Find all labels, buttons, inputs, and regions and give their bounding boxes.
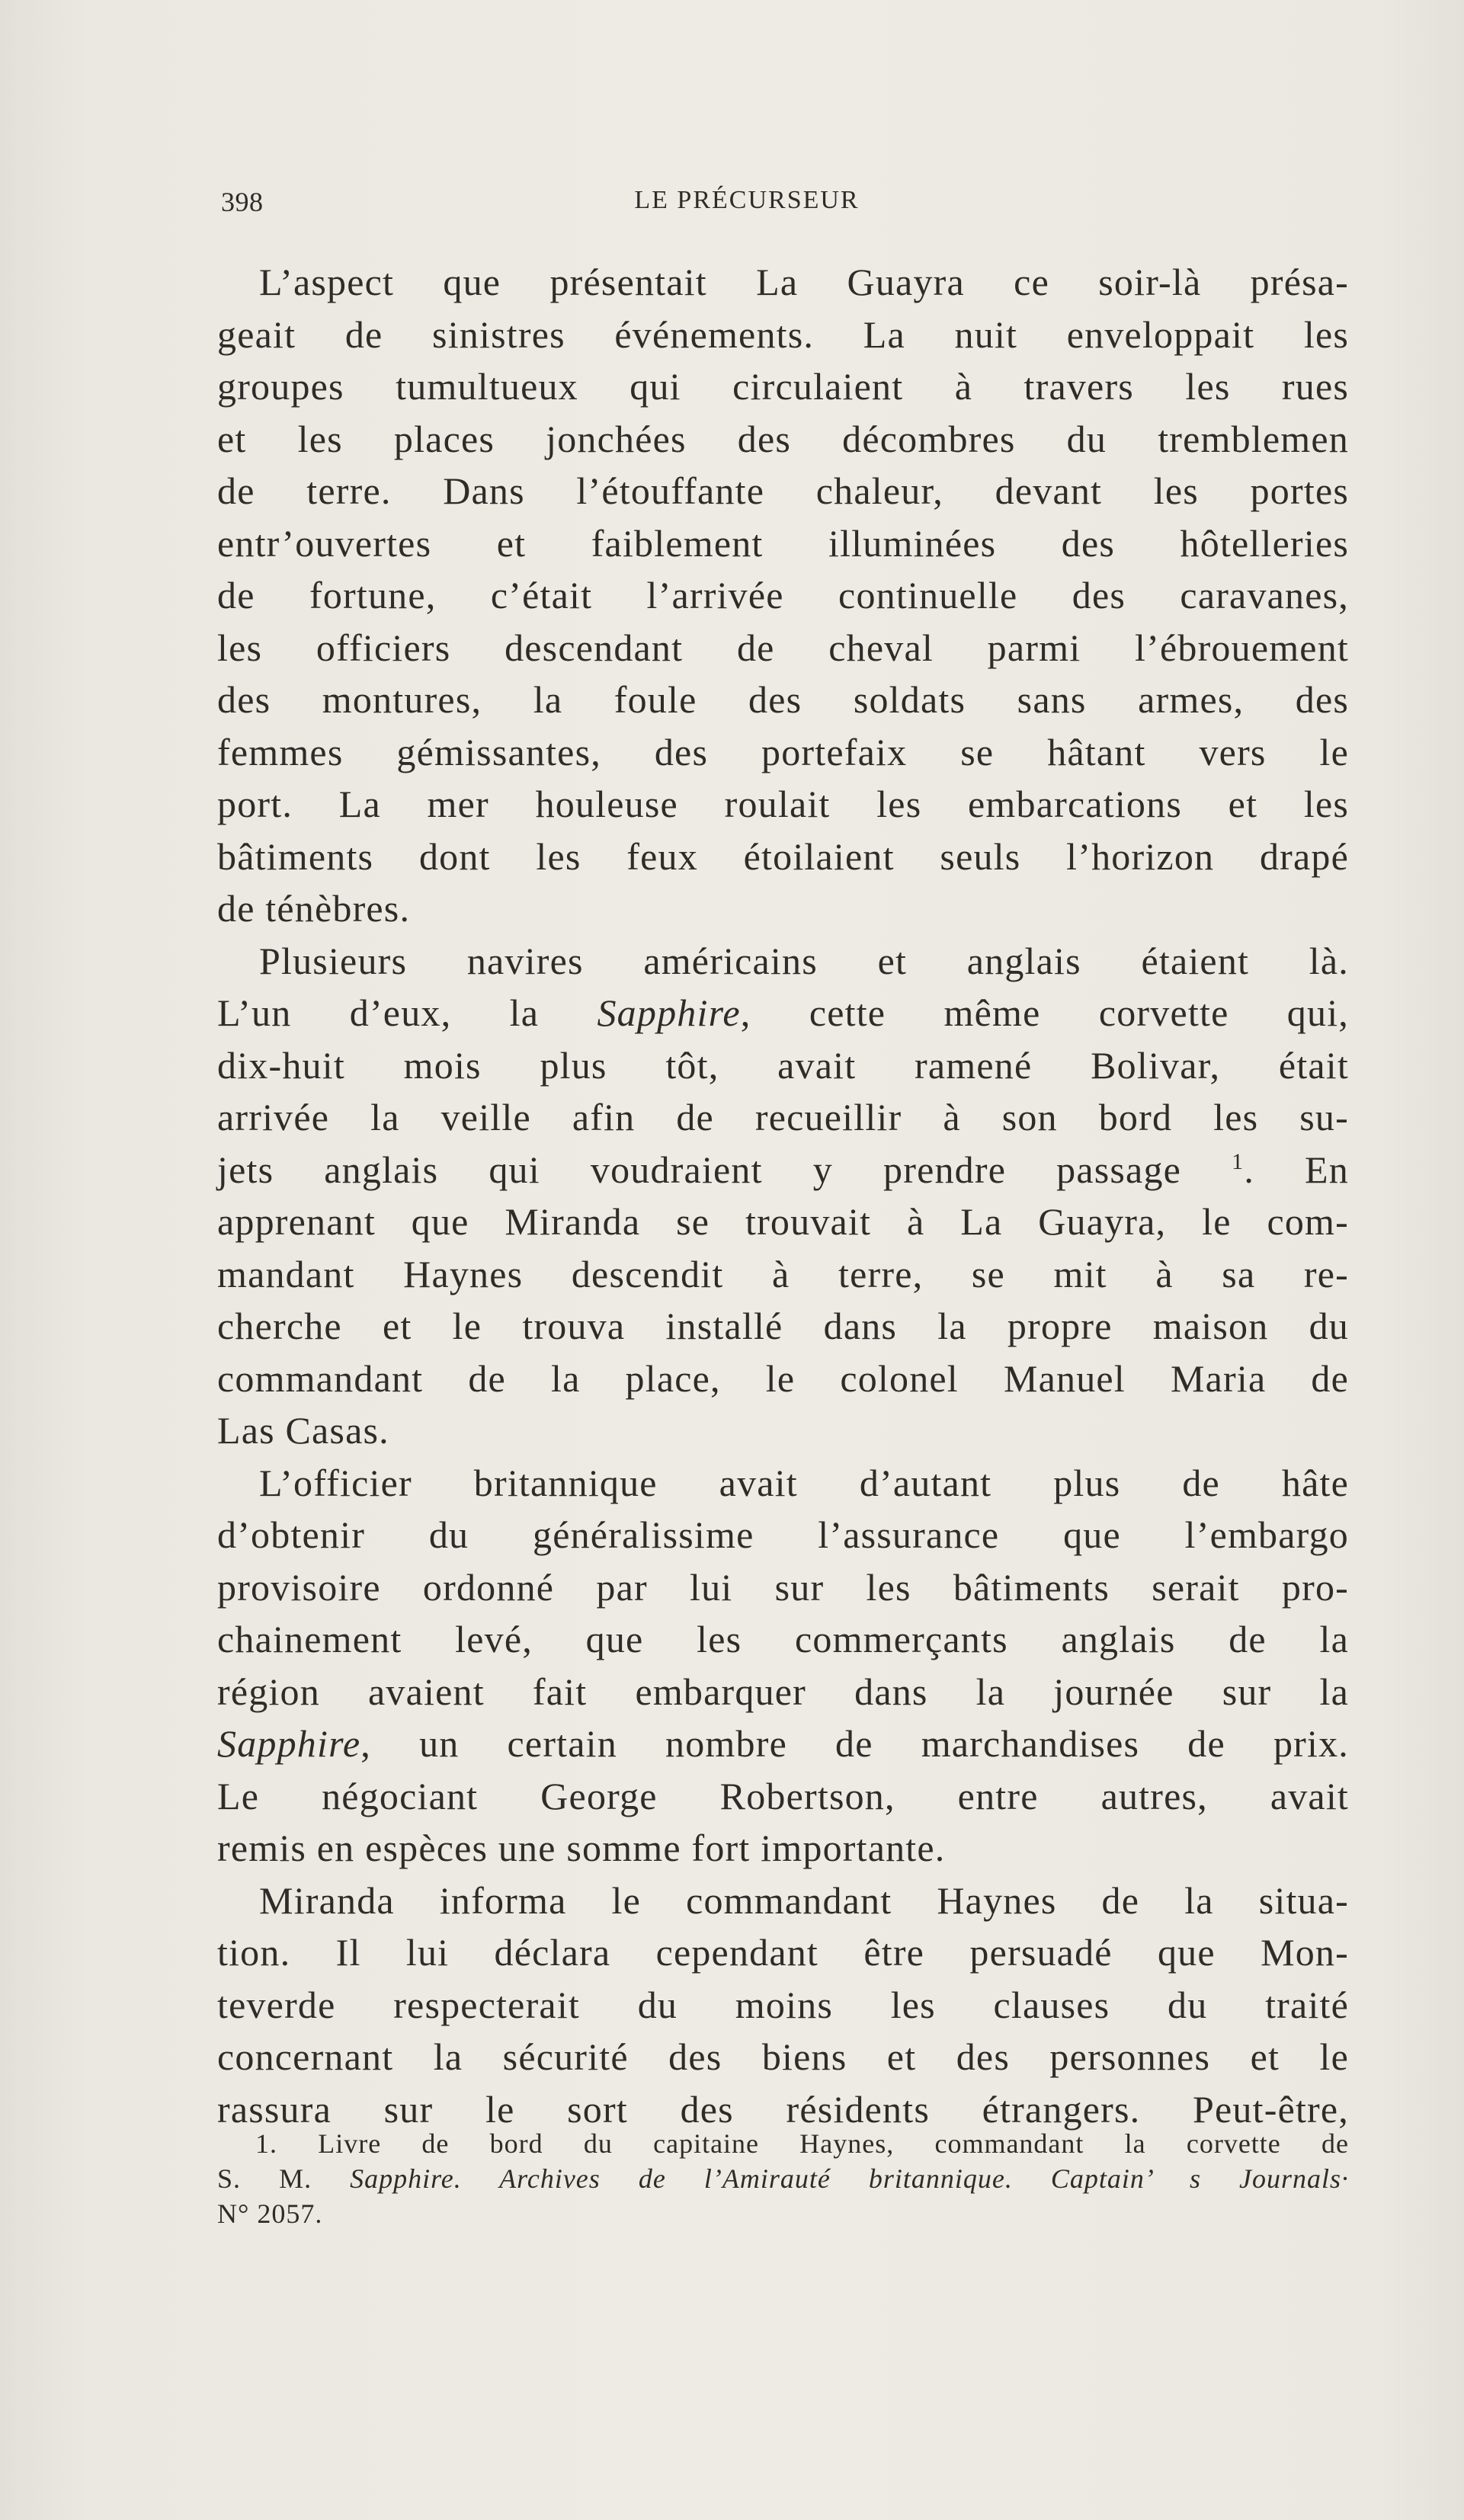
text-line: d’obtenir du généralissime l’assurance que l’embargo	[217, 1513, 1349, 1556]
text-segment: , cette même corvette qui,	[740, 991, 1349, 1034]
text-line: de ténèbres.	[217, 887, 411, 930]
body-text	[217, 256, 1349, 2135]
text-line: Las Casas.	[217, 1409, 389, 1452]
text-line: Le négociant George Robertson, entre autres, avait	[217, 1774, 1349, 1817]
text-line	[217, 1718, 1349, 1770]
page-number: 398	[221, 187, 264, 217]
running-title: LE PRÉCURSEUR	[634, 186, 860, 214]
text-line: de terre. Dans l’étouffante chaleur, devant les portes	[217, 469, 1349, 512]
text-line: arrivée la veille afin de recueillir à son bord les su-	[217, 1096, 1349, 1138]
footnote-marker: 1	[1232, 1148, 1245, 1174]
text-line	[217, 987, 1349, 1039]
text-line: femmes gémissantes, des portefaix se hâtant vers le	[217, 730, 1349, 773]
text-line: et les places jonchées des décombres du tremblemen	[217, 417, 1349, 460]
text-segment: . En	[1244, 1148, 1350, 1191]
text-line: teverde respecterait du moins les clauses du traité	[217, 1983, 1349, 2026]
text-line: entr’ouvertes et faiblement illuminées des hôtelleries	[217, 521, 1349, 565]
text-line: groupes tumultueux qui circulaient à travers les rues	[217, 365, 1349, 408]
text-line: dix-huit mois plus tôt, avait ramené Bolivar, était	[217, 1043, 1349, 1087]
text-line: geait de sinistres événements. La nuit enveloppait les	[217, 312, 1349, 356]
text-line: Plusieurs navires américains et anglais étaient là.	[259, 939, 1349, 982]
text-line: de fortune, c’était l’arrivée continuelle des caravanes,	[217, 574, 1349, 616]
text-line: bâtiments dont les feux étoilaient seuls l’horizon drapé	[217, 834, 1349, 878]
text-line: L’officier britannique avait d’autant plus de hâte	[259, 1461, 1349, 1504]
footnote-source: Sapphire. Archives de l’Amirauté britannique. Captain’ s Journals·	[350, 2163, 1349, 2194]
text-line: les officiers descendant de cheval parmi l’ébrouement	[217, 626, 1349, 669]
text-segment: jets anglais qui voudraient y prendre passage	[217, 1148, 1182, 1191]
text-line: commandant de la place, le colonel Manuel Maria de	[217, 1356, 1349, 1400]
text-line: tion. Il lui déclara cependant être persuadé que Mon-	[217, 1931, 1349, 1974]
page-header	[221, 186, 1273, 224]
text-line: cherche et le trouva installé dans la propre maison du	[217, 1305, 1349, 1347]
text-line: L’aspect que présentait La Guayra ce soir-là présa-	[259, 261, 1349, 303]
text-line: chainement levé, que les commerçants anglais de la	[217, 1618, 1349, 1660]
text-line	[217, 1144, 1349, 1196]
text-segment: S. M.	[217, 2163, 312, 2194]
text-line: provisoire ordonné par lui sur les bâtiments serait pro-	[217, 1565, 1349, 1609]
text-segment: L’un d’eux, la	[217, 991, 540, 1034]
footnote-line	[217, 2161, 1349, 2196]
text-line: région avaient fait embarquer dans la journée sur la	[217, 1670, 1349, 1713]
text-line: concernant la sécurité des biens et des personnes et le	[217, 2035, 1349, 2078]
text-line: apprenant que Miranda se trouvait à La Guayra, le com-	[217, 1200, 1349, 1243]
ship-name: Sapphire	[217, 1722, 361, 1765]
footnote-line: 1. Livre de bord du capitaine Haynes, commandant la corvette de	[255, 2128, 1349, 2159]
footnote	[217, 2126, 1349, 2231]
text-line: mandant Haynes descendit à terre, se mit à sa re-	[217, 1252, 1349, 1295]
footnote-line: N° 2057.	[217, 2198, 323, 2229]
text-line: rassura sur le sort des résidents étrangers. Peut-être,	[217, 2087, 1349, 2131]
text-line: port. La mer houleuse roulait les embarcations et les	[217, 783, 1349, 825]
text-segment: , un certain nombre de marchandises de prix.	[360, 1722, 1349, 1765]
ship-name: Sapphire	[597, 991, 741, 1034]
text-line: des montures, la foule des soldats sans armes, des	[217, 678, 1349, 721]
text-line: remis en espèces une somme fort importante.	[217, 1827, 946, 1869]
text-line: Miranda informa le commandant Haynes de la situa-	[259, 1878, 1349, 1922]
